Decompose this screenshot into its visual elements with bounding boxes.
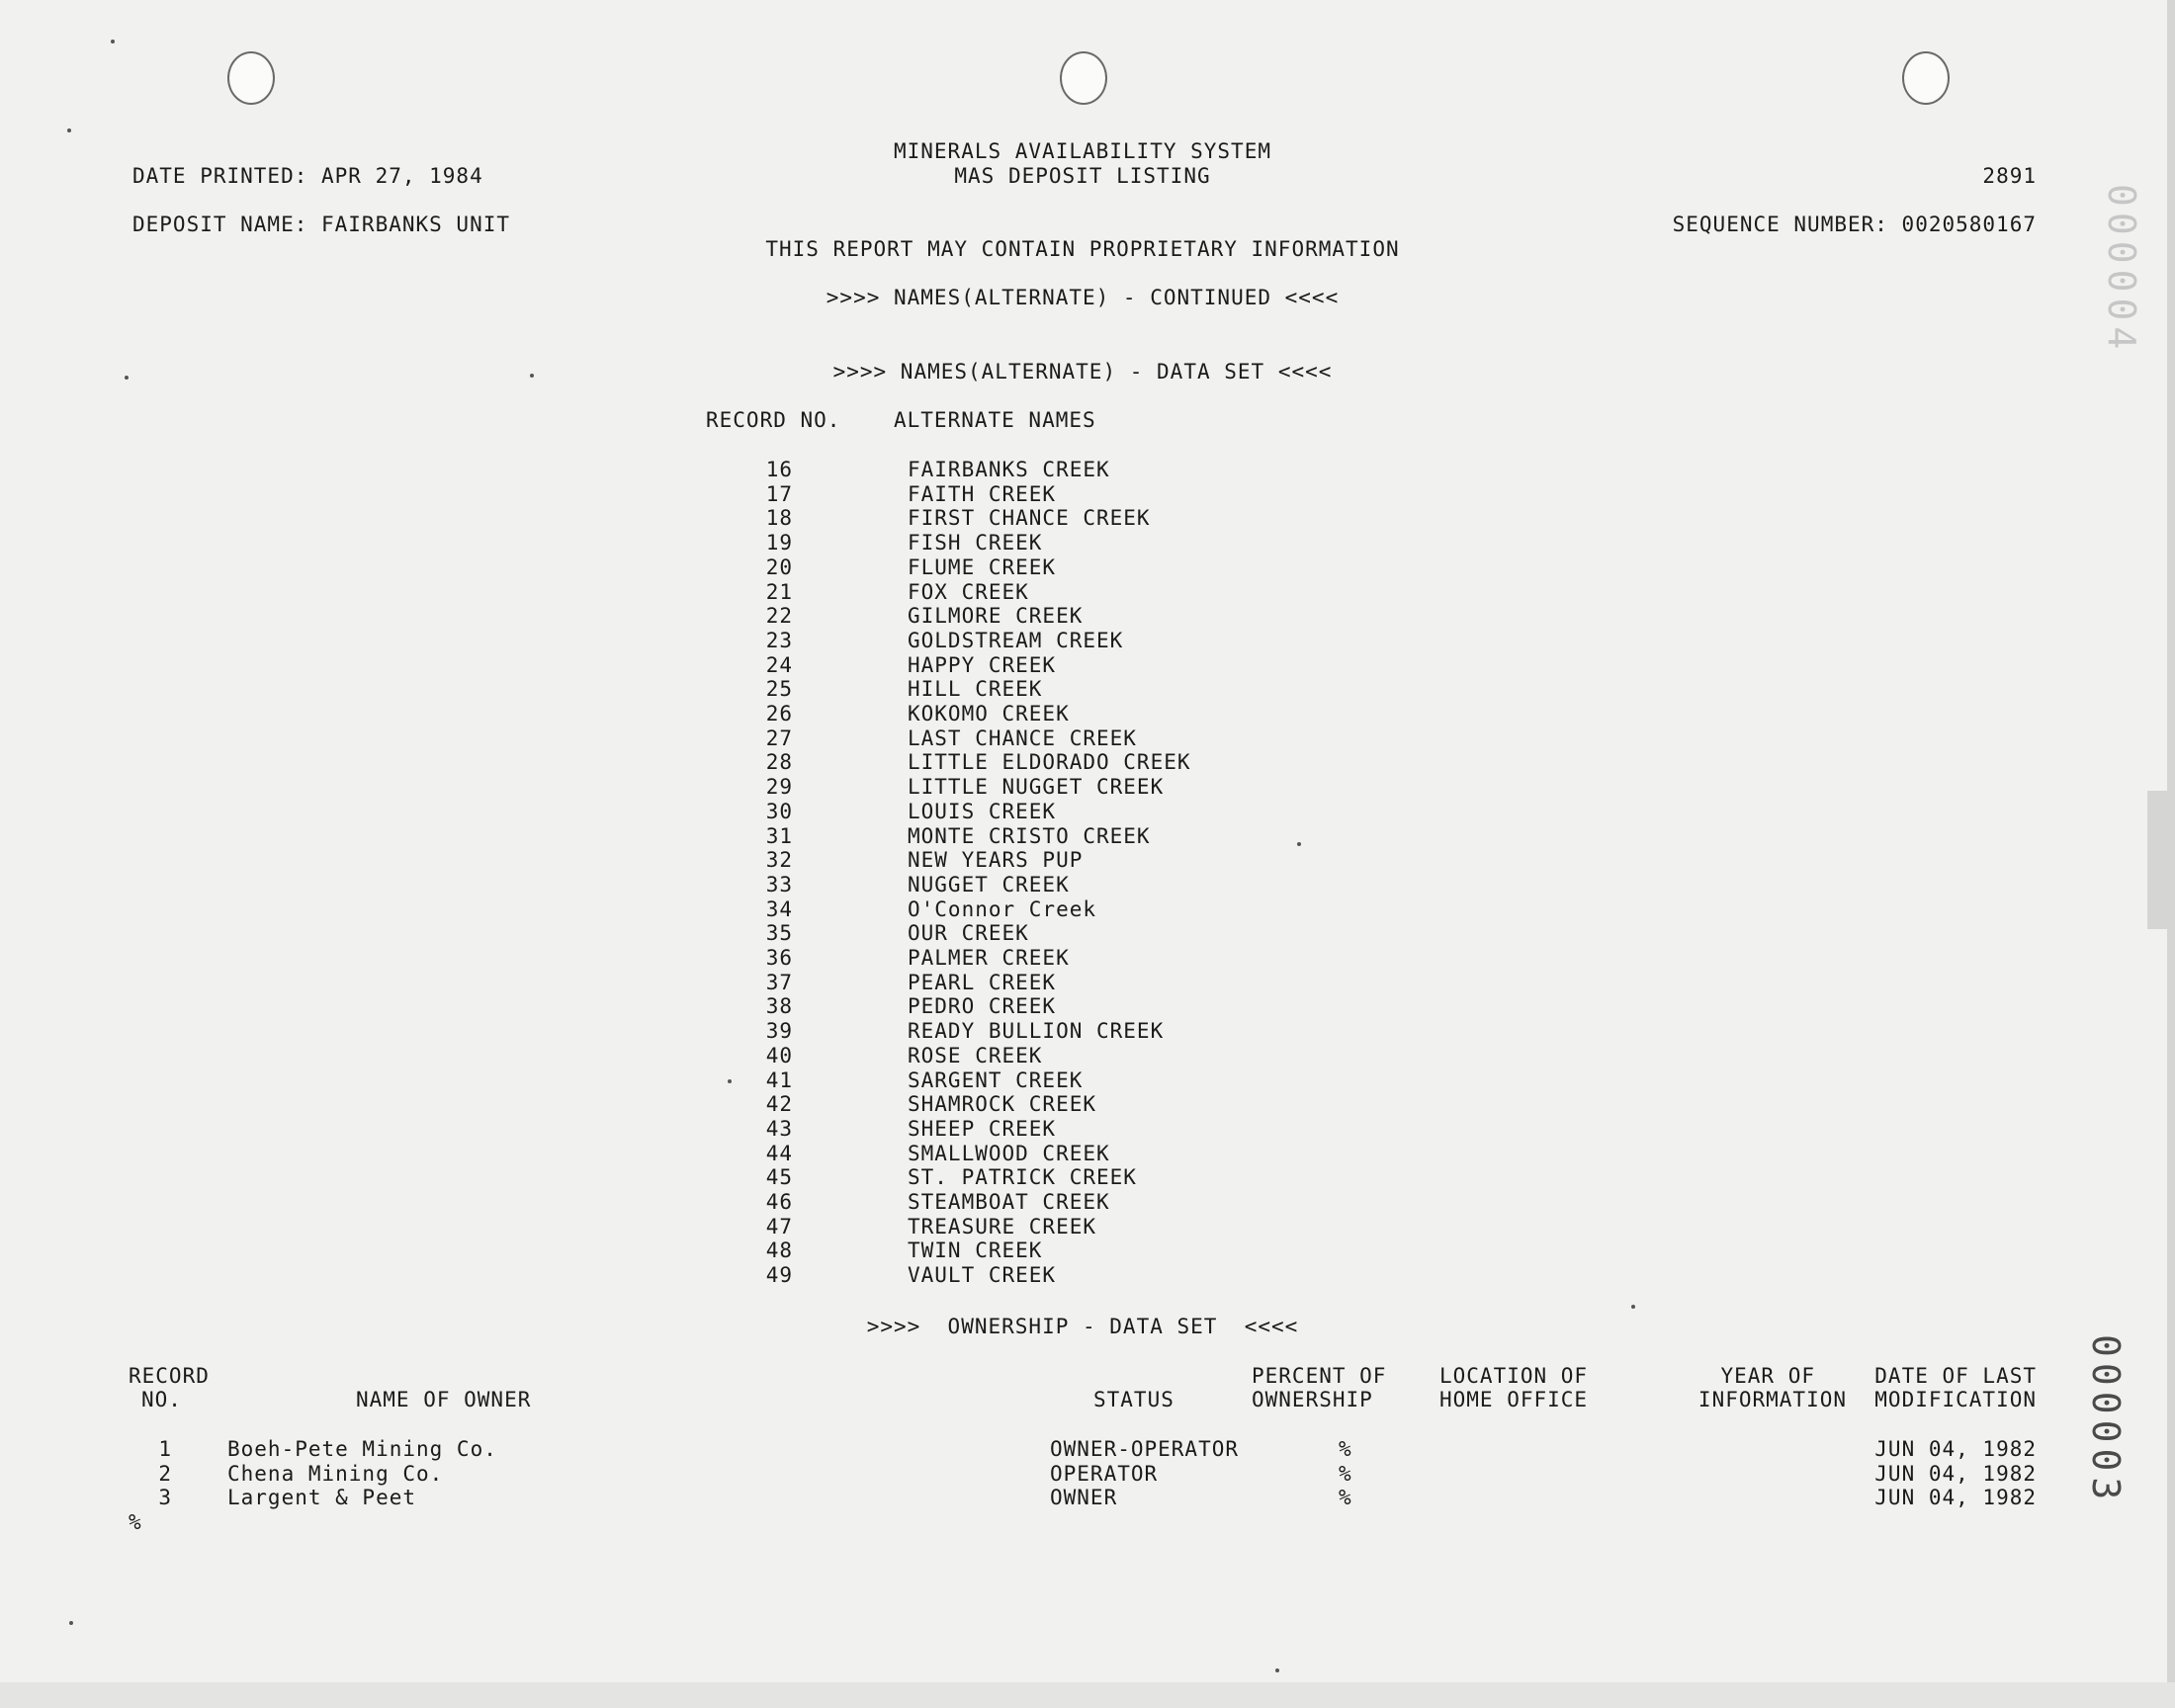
alt-record-no: 25 bbox=[765, 677, 793, 701]
col-percent-line2: OWNERSHIP bbox=[1252, 1388, 1373, 1411]
alt-name: FISH CREEK bbox=[908, 531, 1043, 555]
alt-name: TWIN CREEK bbox=[908, 1238, 1043, 1262]
alt-name: TREASURE CREEK bbox=[908, 1215, 1097, 1238]
alt-record-no: 37 bbox=[765, 971, 793, 994]
scan-smudge bbox=[2147, 791, 2167, 929]
owner-name: Largent & Peet bbox=[227, 1486, 417, 1509]
alt-name: FAITH CREEK bbox=[908, 482, 1057, 506]
alt-name: READY BULLION CREEK bbox=[908, 1019, 1165, 1043]
col-alternate-names: ALTERNATE NAMES bbox=[894, 408, 1096, 432]
scan-speck bbox=[1631, 1305, 1635, 1309]
alt-record-no: 30 bbox=[765, 800, 793, 823]
col-percent-line1: PERCENT OF bbox=[1252, 1364, 1387, 1388]
paper-bottom-edge bbox=[0, 1682, 2175, 1708]
alt-name: FLUME CREEK bbox=[908, 555, 1057, 579]
alt-record-no: 29 bbox=[765, 775, 793, 799]
owner-last-modified: JUN 04, 1982 bbox=[1874, 1437, 2037, 1461]
system-title: MINERALS AVAILABILITY SYSTEM bbox=[893, 139, 1271, 163]
alt-name: SARGENT CREEK bbox=[908, 1068, 1084, 1092]
alt-name: O'Connor Creek bbox=[908, 897, 1097, 921]
alt-record-no: 38 bbox=[765, 994, 793, 1018]
alt-record-no: 49 bbox=[765, 1263, 793, 1287]
col-year-line1: YEAR OF bbox=[1720, 1364, 1815, 1388]
alt-name: SMALLWOOD CREEK bbox=[908, 1142, 1110, 1165]
alt-record-no: 39 bbox=[765, 1019, 793, 1043]
col-record-line1: RECORD bbox=[129, 1364, 210, 1388]
alt-name: STEAMBOAT CREEK bbox=[908, 1190, 1110, 1214]
alt-record-no: 46 bbox=[765, 1190, 793, 1214]
alt-name: LAST CHANCE CREEK bbox=[908, 726, 1137, 750]
owner-percent: % bbox=[1339, 1437, 1352, 1461]
alt-name: ST. PATRICK CREEK bbox=[908, 1165, 1137, 1189]
page-number: 2891 bbox=[1982, 164, 2037, 188]
proprietary-notice: THIS REPORT MAY CONTAIN PROPRIETARY INFORMATION bbox=[765, 237, 1400, 261]
alt-name: KOKOMO CREEK bbox=[908, 702, 1070, 726]
alt-record-no: 35 bbox=[765, 921, 793, 945]
alt-record-no: 23 bbox=[765, 629, 793, 652]
margin-stamp-bottom: 000003 bbox=[2084, 1334, 2128, 1506]
paper-edge bbox=[2167, 0, 2175, 1708]
alt-record-no: 24 bbox=[765, 653, 793, 677]
alt-record-no: 33 bbox=[765, 873, 793, 897]
alt-name: LOUIS CREEK bbox=[908, 800, 1057, 823]
listing-title: MAS DEPOSIT LISTING bbox=[954, 164, 1211, 188]
alt-record-no: 42 bbox=[765, 1092, 793, 1116]
alt-record-no: 44 bbox=[765, 1142, 793, 1165]
alt-record-no: 27 bbox=[765, 726, 793, 750]
owner-record-no: 1 bbox=[158, 1437, 172, 1461]
col-status: STATUS bbox=[1093, 1388, 1174, 1411]
scan-speck bbox=[67, 128, 71, 132]
alt-record-no: 18 bbox=[765, 506, 793, 530]
alt-name: LITTLE ELDORADO CREEK bbox=[908, 750, 1191, 774]
alt-name: SHAMROCK CREEK bbox=[908, 1092, 1097, 1116]
alt-record-no: 31 bbox=[765, 824, 793, 848]
alt-record-no: 26 bbox=[765, 702, 793, 726]
alt-name: VAULT CREEK bbox=[908, 1263, 1057, 1287]
alt-record-no: 45 bbox=[765, 1165, 793, 1189]
owner-status: OWNER-OPERATOR bbox=[1050, 1437, 1240, 1461]
date-printed: DATE PRINTED: APR 27, 1984 bbox=[132, 164, 483, 188]
col-year-line2: INFORMATION bbox=[1697, 1388, 1847, 1411]
alt-name: OUR CREEK bbox=[908, 921, 1029, 945]
alt-name: PEARL CREEK bbox=[908, 971, 1057, 994]
alt-name: ROSE CREEK bbox=[908, 1044, 1043, 1068]
owner-name: Chena Mining Co. bbox=[227, 1462, 444, 1486]
alt-record-no: 32 bbox=[765, 848, 793, 872]
col-record-no: RECORD NO. bbox=[706, 408, 841, 432]
alt-record-no: 20 bbox=[765, 555, 793, 579]
alt-record-no: 34 bbox=[765, 897, 793, 921]
alt-name: GOLDSTREAM CREEK bbox=[908, 629, 1124, 652]
scan-speck bbox=[530, 374, 534, 378]
binder-hole-center bbox=[1060, 51, 1107, 105]
sequence-number: SEQUENCE NUMBER: 0020580167 bbox=[1672, 213, 2037, 236]
alt-name: PEDRO CREEK bbox=[908, 994, 1057, 1018]
alt-record-no: 40 bbox=[765, 1044, 793, 1068]
owner-name: Boeh-Pete Mining Co. bbox=[227, 1437, 497, 1461]
col-owner: NAME OF OWNER bbox=[356, 1388, 532, 1411]
alt-name: MONTE CRISTO CREEK bbox=[908, 824, 1151, 848]
margin-stamp-top: 000004 bbox=[2100, 184, 2143, 356]
scan-speck bbox=[1297, 842, 1301, 846]
scan-speck bbox=[1275, 1668, 1279, 1672]
alt-name: FIRST CHANCE CREEK bbox=[908, 506, 1151, 530]
alt-record-no: 43 bbox=[765, 1117, 793, 1141]
owner-status: OPERATOR bbox=[1050, 1462, 1159, 1486]
alt-record-no: 41 bbox=[765, 1068, 793, 1092]
owner-percent: % bbox=[1339, 1462, 1352, 1486]
alt-name: FOX CREEK bbox=[908, 580, 1029, 604]
alt-record-no: 16 bbox=[765, 458, 793, 481]
owner-percent: % bbox=[1339, 1486, 1352, 1509]
col-date-line2: MODIFICATION bbox=[1874, 1388, 2037, 1411]
alt-record-no: 48 bbox=[765, 1238, 793, 1262]
alternate-names-heading: >>>> NAMES(ALTERNATE) - DATA SET <<<< bbox=[832, 360, 1333, 384]
binder-hole-left bbox=[227, 51, 275, 105]
scan-speck bbox=[125, 376, 129, 380]
continued-heading: >>>> NAMES(ALTERNATE) - CONTINUED <<<< bbox=[826, 286, 1340, 309]
alt-name: GILMORE CREEK bbox=[908, 604, 1084, 628]
col-record-line2: NO. bbox=[141, 1388, 182, 1411]
alt-name: NEW YEARS PUP bbox=[908, 848, 1084, 872]
binder-hole-right bbox=[1902, 51, 1950, 105]
col-location-line2: HOME OFFICE bbox=[1439, 1388, 1589, 1411]
owner-last-modified: JUN 04, 1982 bbox=[1874, 1486, 2037, 1509]
alt-record-no: 21 bbox=[765, 580, 793, 604]
owner-record-no: 2 bbox=[158, 1462, 172, 1486]
scan-speck bbox=[69, 1621, 73, 1625]
alt-record-no: 47 bbox=[765, 1215, 793, 1238]
alt-record-no: 28 bbox=[765, 750, 793, 774]
owner-status: OWNER bbox=[1050, 1486, 1118, 1509]
col-location-line1: LOCATION OF bbox=[1439, 1364, 1589, 1388]
alt-record-no: 36 bbox=[765, 946, 793, 970]
trailing-percent-mark: % bbox=[129, 1510, 142, 1534]
alt-record-no: 19 bbox=[765, 531, 793, 555]
alt-name: FAIRBANKS CREEK bbox=[908, 458, 1110, 481]
alt-name: LITTLE NUGGET CREEK bbox=[908, 775, 1165, 799]
alt-name: PALMER CREEK bbox=[908, 946, 1070, 970]
deposit-name: DEPOSIT NAME: FAIRBANKS UNIT bbox=[132, 213, 511, 236]
alt-name: HILL CREEK bbox=[908, 677, 1043, 701]
ownership-heading: >>>> OWNERSHIP - DATA SET <<<< bbox=[866, 1315, 1299, 1338]
scan-speck bbox=[111, 40, 115, 43]
alt-name: HAPPY CREEK bbox=[908, 653, 1057, 677]
alt-record-no: 17 bbox=[765, 482, 793, 506]
alt-name: NUGGET CREEK bbox=[908, 873, 1070, 897]
col-date-line1: DATE OF LAST bbox=[1874, 1364, 2037, 1388]
alt-record-no: 22 bbox=[765, 604, 793, 628]
alt-name: SHEEP CREEK bbox=[908, 1117, 1057, 1141]
owner-last-modified: JUN 04, 1982 bbox=[1874, 1462, 2037, 1486]
owner-record-no: 3 bbox=[158, 1486, 172, 1509]
